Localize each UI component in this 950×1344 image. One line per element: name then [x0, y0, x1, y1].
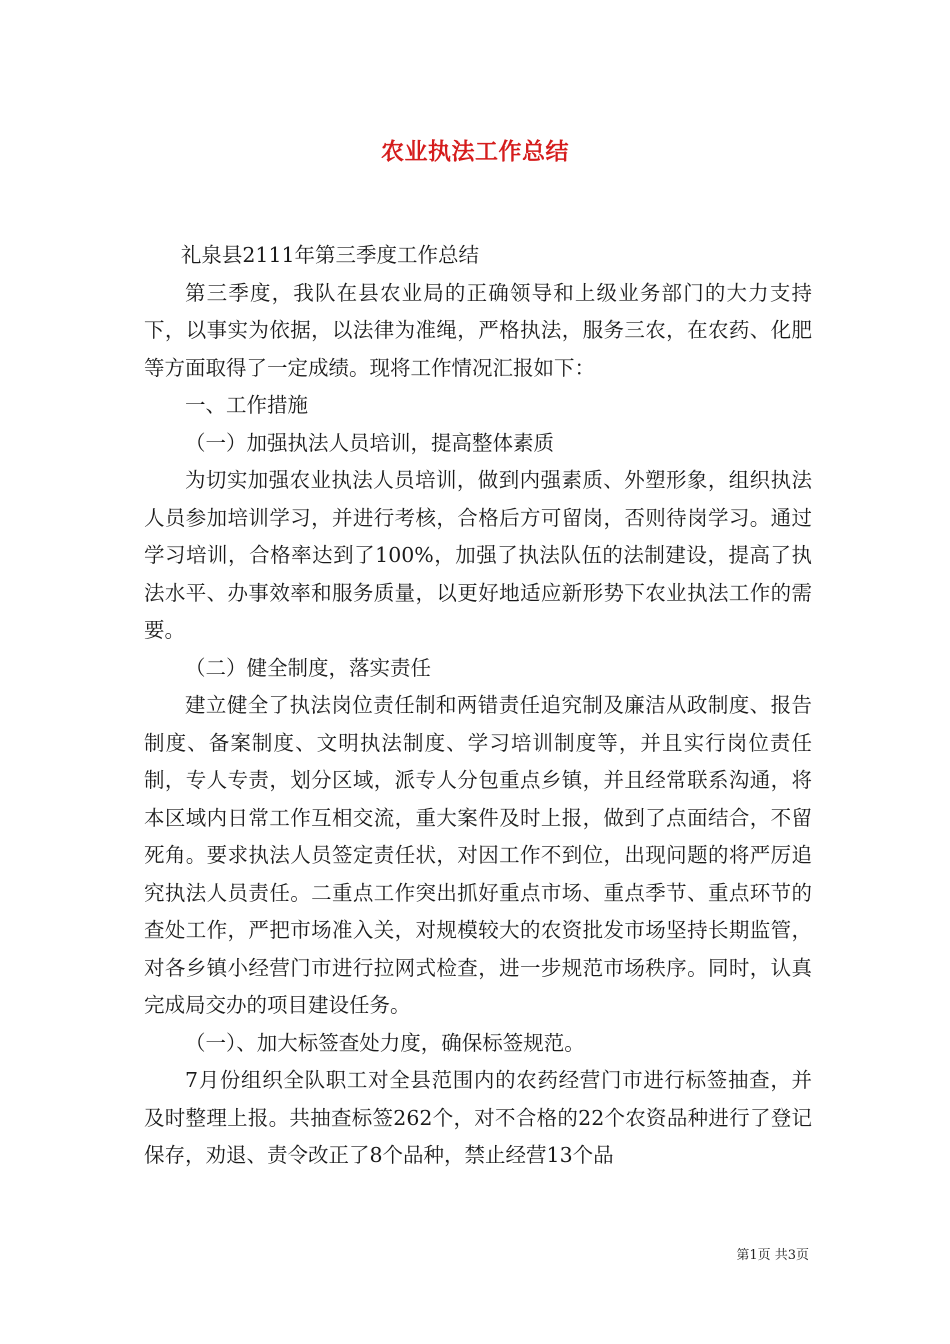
body-paragraph: 建立健全了执法岗位责任制和两错责任追究制及廉洁从政制度、报告制度、备案制度、文明执法制度、学习培训制度等，并且实行岗位责任制，专人专责，划分区域，派专人分包重点乡镇，并且经常联系沟通，将本区域内日常工作互相交流，重大案件及时上报，做到了点面结合，不留死角。要求执法人员签定责任状，对因工作不到位，出现问题的将严厉追究执法人员责任。二重点工作突出抓好重点市场、重点季节、重点环节的查处工作，严把市场准入关，对规模较大的农资批发市场坚持长期监管，对各乡镇小经营门市进行拉网式检查，进一步规范市场秩序。同时，认真完成局交办的项目建设任务。 [144, 693, 812, 1017]
subsection-heading: （一）加强执法人员培训，提高整体素质 [185, 430, 554, 455]
page-number: 第1页 共3页 [736, 1248, 809, 1263]
subtitle-paragraph: 礼泉县2111年第三季度工作总结 [180, 243, 480, 267]
body-paragraph: 为切实加强农业执法人员培训，做到内强素质、外塑形象，组织执法人员参加培训学习，并进行考核，合格后方可留岗，否则待岗学习。通过学习培训，合格率达到了100%，加强了执法队伍的法制建设，提高了执法水平、办事效率和服务质量，以更好地适应新形势下农业执法工作的需要。 [144, 468, 812, 642]
subsection-heading: （一）、加大标签查处力度，确保标签规范。 [185, 1030, 585, 1055]
document-title: 农业执法工作总结 [381, 138, 569, 165]
intro-paragraph: 第三季度，我队在县农业局的正确领导和上级业务部门的大力支持下，以事实为依据，以法律为准绳，严格执法，服务三农，在农药、化肥等方面取得了一定成绩。现将工作情况汇报如下： [144, 280, 812, 380]
subsection-heading: （二）健全制度，落实责任 [185, 655, 431, 680]
body-paragraph: 7月份组织全队职工对全县范围内的农药经营门市进行标签抽查，并及时整理上报。共抽查标签262个，对不合格的22个农资品种进行了登记保存，劝退、责令改正了8个品种，禁止经营13个品 [144, 1068, 812, 1167]
document-body [144, 237, 812, 1175]
section-heading: 一、工作措施 [185, 393, 308, 417]
